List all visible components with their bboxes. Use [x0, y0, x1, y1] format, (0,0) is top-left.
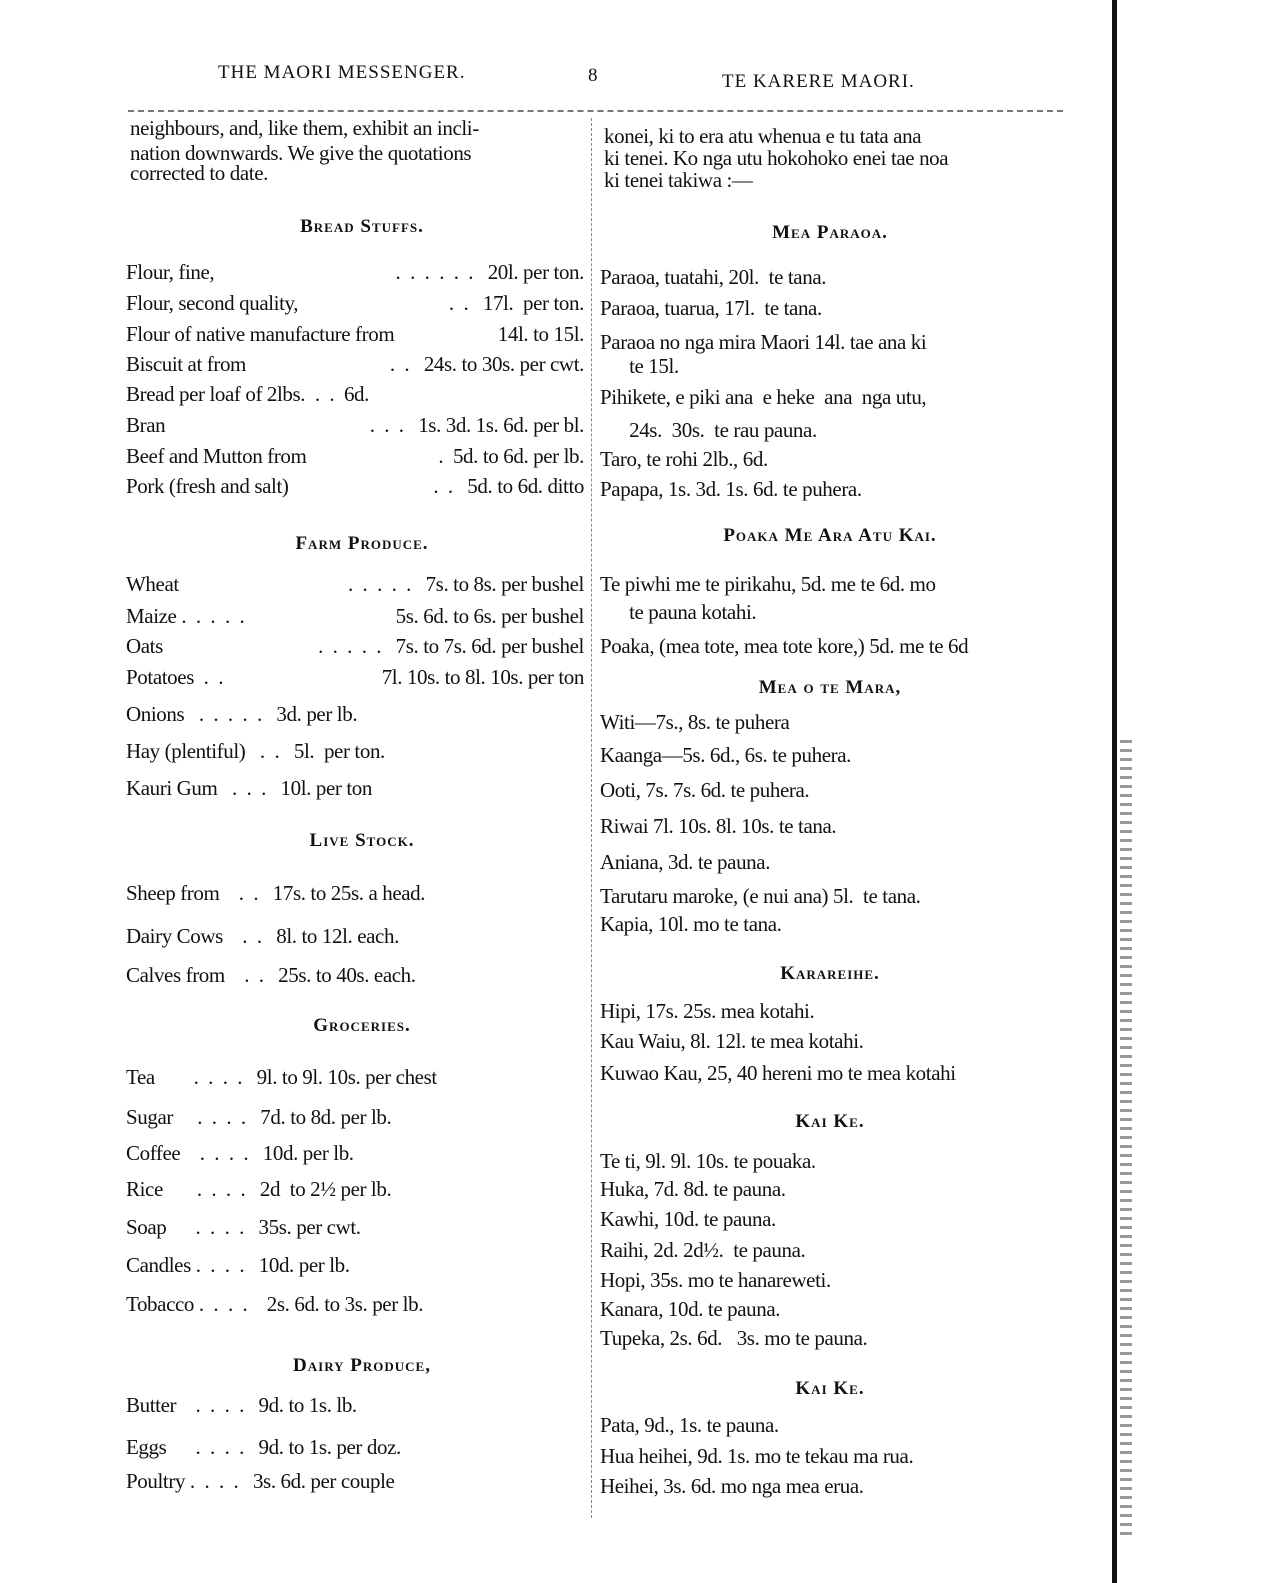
section-heading-maori: Kai Ke.	[795, 1378, 865, 1399]
price-row	[126, 1435, 584, 1459]
maori-price-line: Kaanga—5s. 6d., 6s. te puhera.	[600, 743, 852, 767]
intro-maori-line: ki tenei takiwa :—	[604, 168, 753, 192]
item-label: Calves from . . 25s. to 40s. each.	[126, 963, 416, 987]
price-row	[126, 1393, 584, 1417]
item-label: Tea . . . . 9l. to 9l. 10s. per chest	[126, 1065, 437, 1089]
item-label: Sugar . . . . 7d. to 8d. per lb.	[126, 1105, 392, 1129]
maori-price-line: Witi—7s., 8s. te puhera	[600, 710, 790, 734]
price-row	[126, 1065, 584, 1089]
item-price: . . 17l. per ton.	[439, 291, 584, 315]
maori-price-line: Kapia, 10l. mo te tana.	[600, 912, 782, 936]
price-row	[126, 260, 584, 284]
section-heading-english: Dairy Produce,	[293, 1355, 431, 1376]
maori-price-line: Paraoa, tuarua, 17l. te tana.	[600, 296, 822, 320]
price-row	[126, 1177, 584, 1201]
maori-price-line: Hipi, 17s. 25s. mea kotahi.	[600, 999, 815, 1023]
item-label: Eggs . . . . 9d. to 1s. per doz.	[126, 1435, 401, 1459]
item-label: Bran	[126, 413, 166, 437]
item-label: Bread per loaf of 2lbs. . . 6d.	[126, 382, 370, 406]
item-price: . . . . . 7s. to 7s. 6d. per bushel	[308, 634, 584, 658]
section-heading-english: Farm Produce.	[295, 533, 429, 554]
intro-english-line: nation downwards. We give the quotations	[130, 141, 472, 165]
section-heading-maori: Mea Paraoa.	[772, 222, 888, 243]
section-heading-english: Bread Stuffs.	[300, 216, 424, 237]
maori-price-line: Paraoa no nga mira Maori 14l. tae ana ki	[600, 330, 927, 354]
price-row	[126, 739, 584, 763]
maori-price-line: Te ti, 9l. 9l. 10s. te pouaka.	[600, 1149, 816, 1173]
maori-price-line: Te piwhi me te pirikahu, 5d. me te 6d. mo	[600, 572, 936, 596]
item-label: Hay (plentiful) . . 5l. per ton.	[126, 739, 385, 763]
price-row	[126, 1105, 584, 1129]
price-row	[126, 474, 584, 498]
item-label: Pork (fresh and salt)	[126, 474, 289, 498]
item-label: Poultry . . . . 3s. 6d. per couple	[126, 1469, 395, 1493]
page-number: 8	[588, 65, 598, 86]
item-label: Wheat	[126, 572, 179, 596]
header-rule	[128, 110, 1063, 112]
item-price: . . 5d. to 6d. ditto	[423, 474, 584, 498]
item-price: . . . . . 7s. to 8s. per bushel	[338, 572, 584, 596]
maori-price-line: Tupeka, 2s. 6d. 3s. mo te pauna.	[600, 1326, 868, 1350]
section-heading-maori: Mea o te Mara,	[758, 677, 902, 698]
maori-price-line: Aniana, 3d. te pauna.	[600, 850, 771, 874]
price-row	[126, 444, 584, 468]
price-row	[126, 776, 584, 800]
section-heading-maori: Karareihe.	[780, 963, 880, 984]
maori-price-line: Papapa, 1s. 3d. 1s. 6d. te puhera.	[600, 477, 862, 501]
maori-price-line: Heihei, 3s. 6d. mo nga mea erua.	[600, 1474, 864, 1498]
intro-english-line: neighbours, and, like them, exhibit an incli-	[130, 116, 479, 140]
intro-english-line: corrected to date.	[130, 161, 268, 185]
price-row	[126, 382, 584, 406]
intro-maori-line: ki tenei. Ko nga utu hokohoko enei tae noa	[604, 146, 949, 170]
price-row	[126, 604, 584, 628]
column-divider	[591, 118, 592, 1518]
price-row	[126, 1253, 584, 1277]
item-price: . . 24s. to 30s. per cwt.	[380, 352, 584, 376]
item-price: . . . 1s. 3d. 1s. 6d. per bl.	[360, 413, 584, 437]
price-row	[126, 572, 584, 596]
maori-price-line: Raihi, 2d. 2d½. te pauna.	[600, 1238, 806, 1262]
item-label: Flour, fine,	[126, 260, 215, 284]
maori-price-line: Riwai 7l. 10s. 8l. 10s. te tana.	[600, 814, 837, 838]
item-label: Flour of native manufacture from	[126, 322, 395, 346]
item-label: Biscuit at from	[126, 352, 246, 376]
maori-price-line: te 15l.	[600, 354, 679, 378]
maori-price-line: Poaka, (mea tote, mea tote kore,) 5d. me te 6d	[600, 634, 969, 658]
item-label: Oats	[126, 634, 163, 658]
maori-price-line: Hopi, 35s. mo te hanareweti.	[600, 1268, 831, 1292]
maori-price-line: te pauna kotahi.	[600, 600, 757, 624]
maori-price-line: Kuwao Kau, 25, 40 hereni mo te mea kotahi	[600, 1061, 956, 1085]
price-row	[126, 963, 584, 987]
maori-price-line: Pata, 9d., 1s. te pauna.	[600, 1413, 779, 1437]
intro-maori-line: konei, ki to era atu whenua e tu tata ana	[604, 124, 922, 148]
maori-price-line: 24s. 30s. te rau pauna.	[600, 418, 817, 442]
price-row	[126, 702, 584, 726]
price-row	[126, 352, 584, 376]
item-price: 7l. 10s. to 8l. 10s. per ton	[381, 665, 584, 689]
price-row	[126, 924, 584, 948]
item-label: Rice . . . . 2d to 2½ per lb.	[126, 1177, 392, 1201]
item-label: Kauri Gum . . . 10l. per ton	[126, 776, 372, 800]
item-label: Potatoes . .	[126, 665, 224, 689]
section-heading-english: Live Stock.	[309, 830, 415, 851]
item-label: Candles . . . . 10d. per lb.	[126, 1253, 350, 1277]
price-row	[126, 1292, 584, 1316]
maori-price-line: Ooti, 7s. 7s. 6d. te puhera.	[600, 778, 810, 802]
price-row	[126, 665, 584, 689]
item-label: Onions . . . . . 3d. per lb.	[126, 702, 358, 726]
item-label: Flour, second quality,	[126, 291, 299, 315]
price-row	[126, 291, 584, 315]
price-row	[126, 1469, 584, 1493]
item-price: 5s. 6d. to 6s. per bushel	[395, 604, 584, 628]
maori-price-line: Tarutaru maroke, (e nui ana) 5l. te tana.	[600, 884, 921, 908]
item-label: Butter . . . . 9d. to 1s. lb.	[126, 1393, 357, 1417]
item-label: Coffee . . . . 10d. per lb.	[126, 1141, 354, 1165]
scan-edge-noise	[1120, 740, 1132, 1540]
item-price: 14l. to 15l.	[497, 322, 584, 346]
maori-price-line: Taro, te rohi 2lb., 6d.	[600, 447, 768, 471]
scan-edge	[1112, 0, 1117, 1583]
price-row	[126, 634, 584, 658]
maori-price-line: Pihikete, e piki ana e heke ana nga utu,	[600, 385, 927, 409]
section-heading-english: Groceries.	[313, 1015, 411, 1036]
item-label: Beef and Mutton from	[126, 444, 307, 468]
price-row	[126, 322, 584, 346]
header-maori-title: TE KARERE MAORI.	[722, 71, 915, 92]
price-row	[126, 413, 584, 437]
maori-price-line: Huka, 7d. 8d. te pauna.	[600, 1177, 786, 1201]
maori-price-line: Kanara, 10d. te pauna.	[600, 1297, 781, 1321]
price-row	[126, 1141, 584, 1165]
maori-price-line: Kau Waiu, 8l. 12l. te mea kotahi.	[600, 1029, 864, 1053]
maori-price-line: Kawhi, 10d. te pauna.	[600, 1207, 776, 1231]
item-label: Soap . . . . 35s. per cwt.	[126, 1215, 361, 1239]
section-heading-maori: Poaka Me Ara Atu Kai.	[723, 525, 937, 546]
header-english-title: THE MAORI MESSENGER.	[218, 62, 466, 83]
price-row	[126, 881, 584, 905]
price-row	[126, 1215, 584, 1239]
item-label: Sheep from . . 17s. to 25s. a head.	[126, 881, 426, 905]
item-price: . 5d. to 6d. per lb.	[438, 444, 584, 468]
item-label: Dairy Cows . . 8l. to 12l. each.	[126, 924, 399, 948]
item-price: . . . . . . 20l. per ton.	[385, 260, 584, 284]
item-label: Tobacco . . . . 2s. 6d. to 3s. per lb.	[126, 1292, 424, 1316]
maori-price-line: Paraoa, tuatahi, 20l. te tana.	[600, 265, 827, 289]
item-label: Maize . . . . .	[126, 604, 245, 628]
section-heading-maori: Kai Ke.	[795, 1111, 865, 1132]
maori-price-line: Hua heihei, 9d. 1s. mo te tekau ma rua.	[600, 1444, 914, 1468]
